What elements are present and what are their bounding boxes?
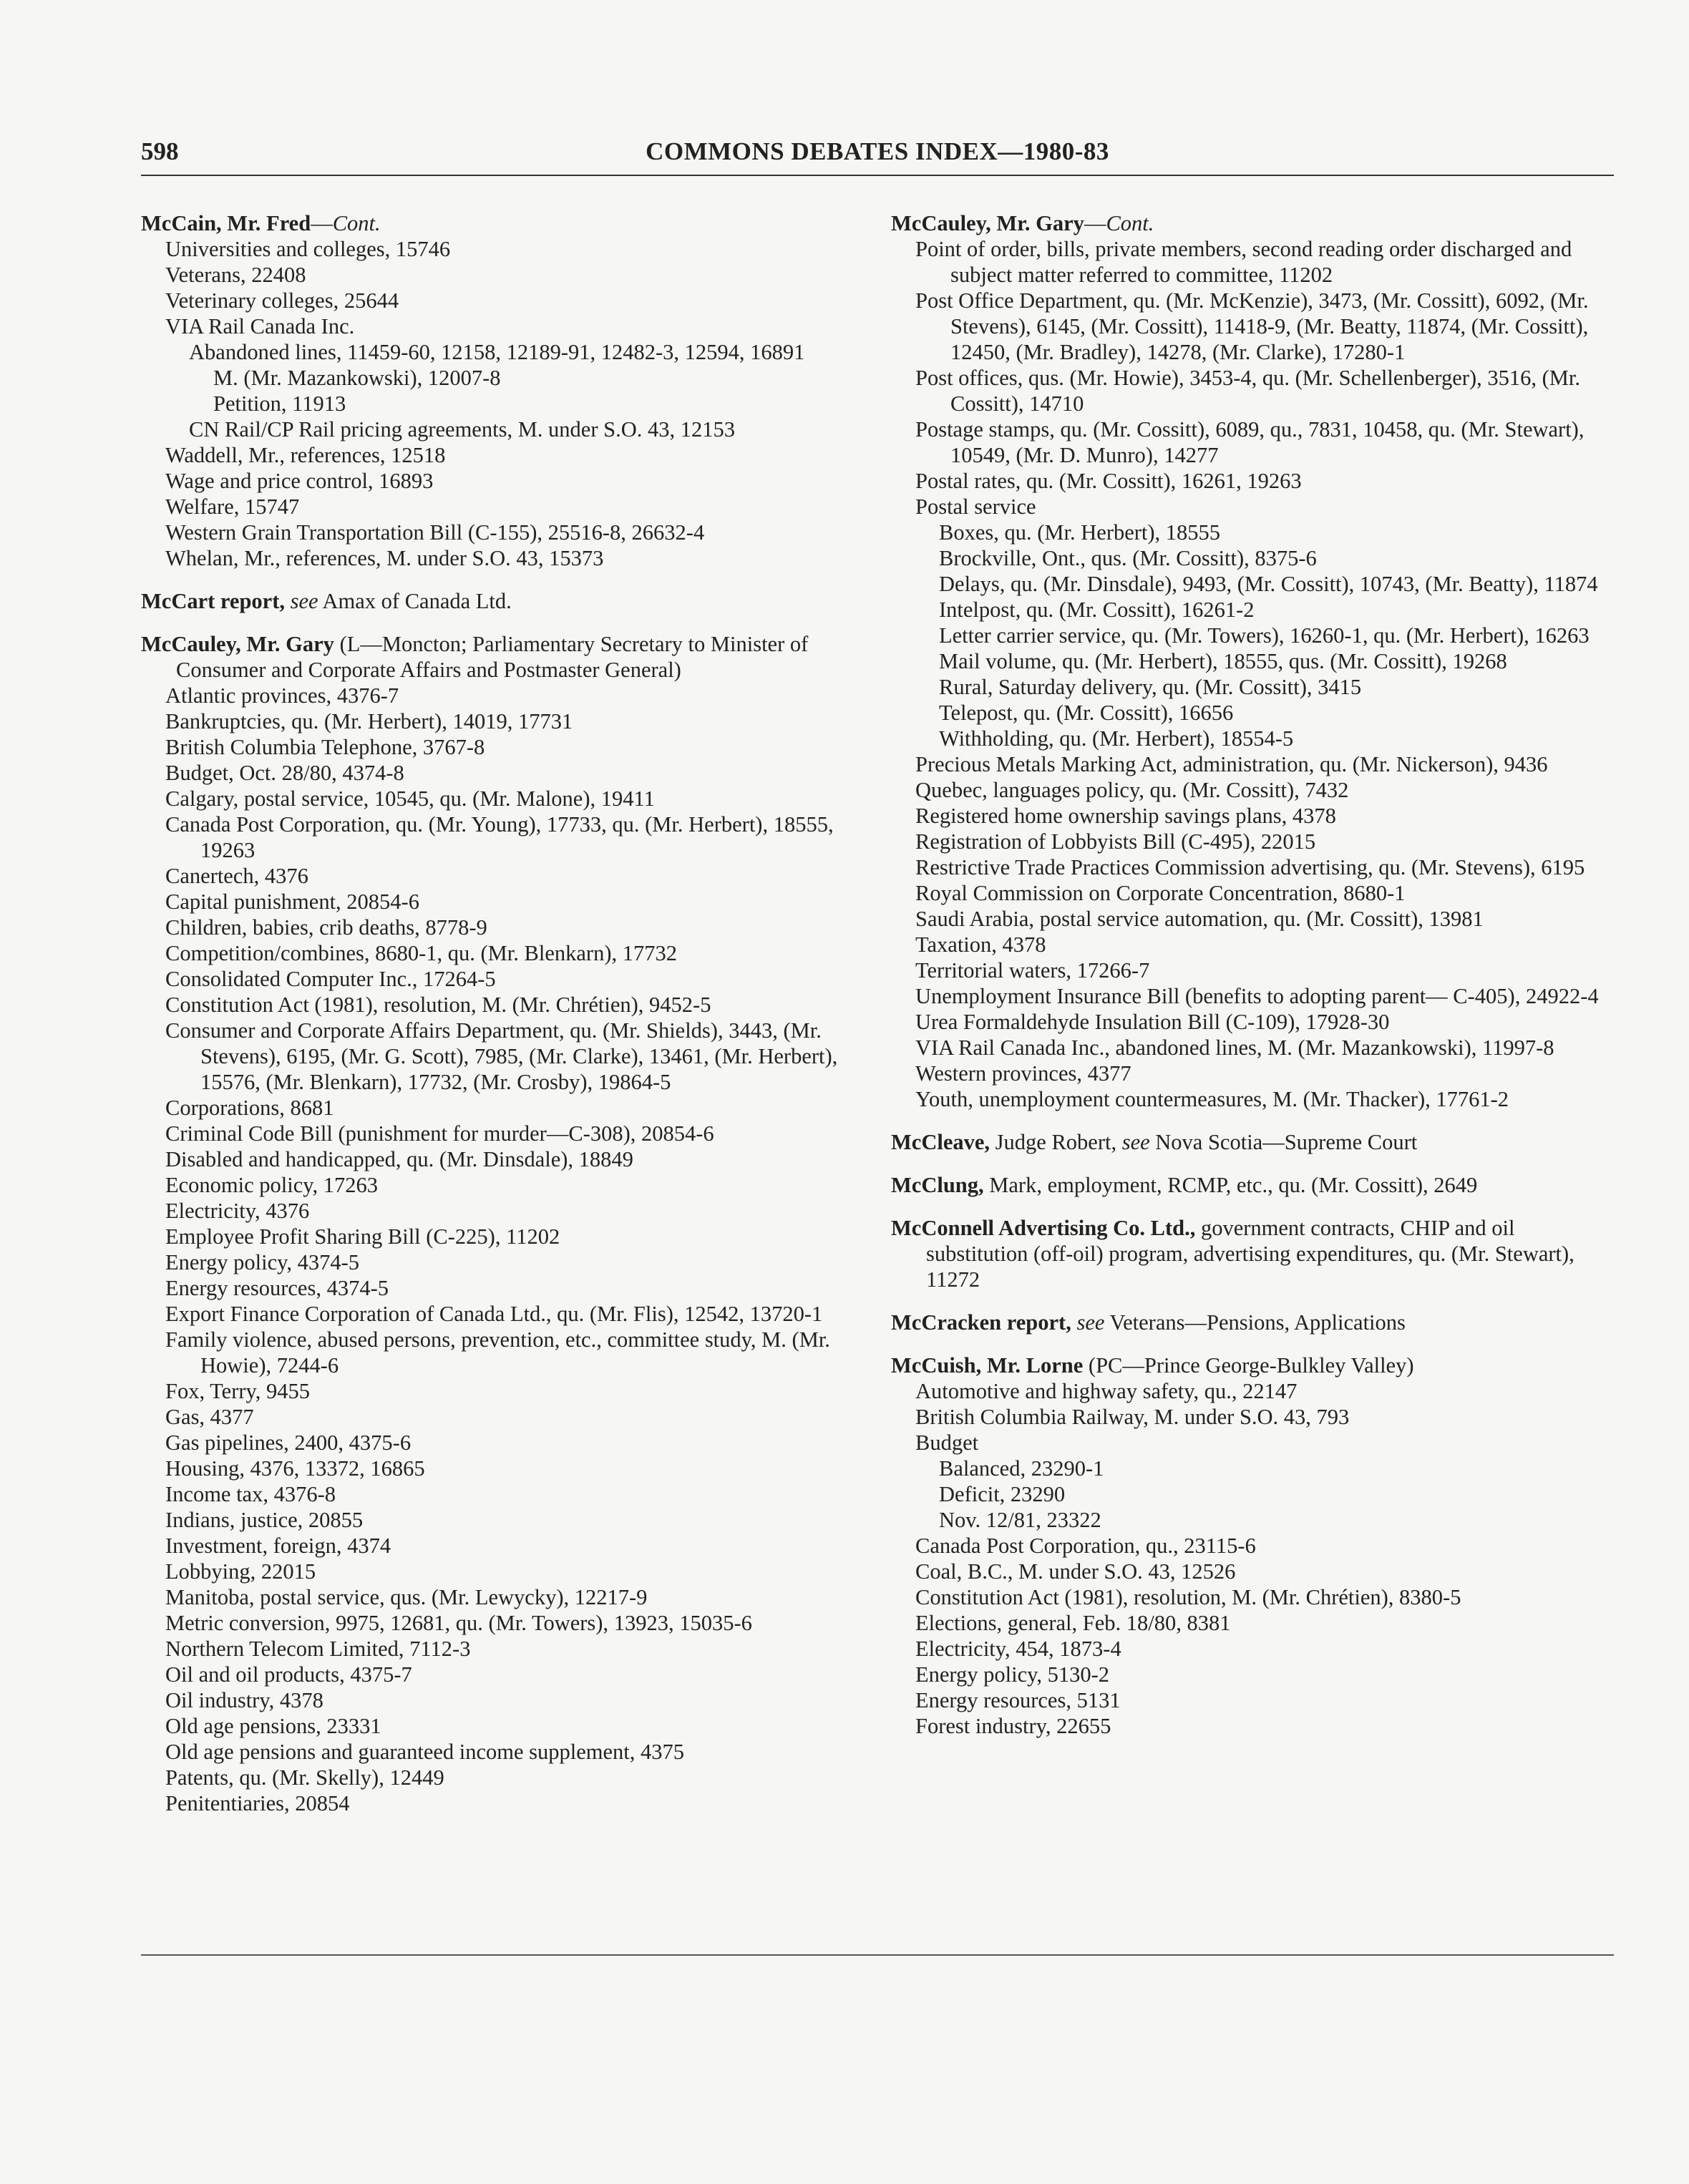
- subentry: Old age pensions and guaranteed income supplement, 4375: [165, 1740, 685, 1764]
- subentry: Budget, Oct. 28/80, 4374-8: [165, 761, 404, 785]
- subentry: Telepost, qu. (Mr. Cossitt), 16656: [939, 701, 1234, 725]
- subentry: Canada Post Corporation, qu., 23115-6: [915, 1534, 1256, 1558]
- subentry: Precious Metals Marking Act, administration, qu. (Mr. Nickerson), 9436: [915, 752, 1548, 776]
- subentry: Patents, qu. (Mr. Skelly), 12449: [165, 1765, 444, 1790]
- entry-qualifier: —: [311, 211, 333, 235]
- entry-name: McCuish, Mr. Lorne: [891, 1353, 1084, 1378]
- subentry: Forest industry, 22655: [915, 1714, 1111, 1738]
- subentry: Budget: [915, 1430, 979, 1455]
- subentry: Welfare, 15747: [165, 494, 300, 519]
- subentry: Automotive and highway safety, qu., 22147: [915, 1379, 1298, 1403]
- subentry: Lobbying, 22015: [165, 1559, 316, 1584]
- subentry: Old age pensions, 23331: [165, 1714, 381, 1738]
- subentry: Disabled and handicapped, qu. (Mr. Dinsdale), 18849: [165, 1147, 633, 1171]
- entry-name: McConnell Advertising Co. Ltd.,: [891, 1216, 1196, 1240]
- subentry: Restrictive Trade Practices Commission advertising, qu. (Mr. Stevens), 6195: [915, 855, 1585, 879]
- subentry: Brockville, Ont., qus. (Mr. Cossitt), 8375-6: [939, 546, 1317, 570]
- subentry: Taxation, 4378: [915, 932, 1046, 957]
- subentry: Export Finance Corporation of Canada Ltd., qu. (Mr. Flis), 12542, 13720-1: [165, 1302, 823, 1326]
- entry-name: McCart report,: [141, 589, 285, 613]
- subentry: Post Office Department, qu. (Mr. McKenzie), 3473, (Mr. Cossitt), 6092, (Mr. Stevens), 6145, (Mr. Cossitt), 11418-9, (Mr. Beatty, 11874, (Mr. Cossitt), 12450, (Mr. Bradley), 14278, (Mr. Clarke), 17280-1: [915, 288, 1589, 364]
- subentry: Manitoba, postal service, qus. (Mr. Lewycky), 12217-9: [165, 1585, 648, 1609]
- subentry: Balanced, 23290-1: [939, 1456, 1104, 1481]
- page-number: 598: [141, 137, 179, 165]
- subentry: Postage stamps, qu. (Mr. Cossitt), 6089, qu., 7831, 10458, qu. (Mr. Stewart), 10549, (Mr. D. Munro), 14277: [915, 417, 1585, 467]
- entry-italic: see: [290, 589, 318, 613]
- subentry: Waddell, Mr., references, 12518: [165, 443, 446, 467]
- entry-qualifier: government contracts, CHIP and oil substitution (off-oil) program, advertising expenditures, qu. (Mr. Stewart), 11272: [926, 1216, 1574, 1292]
- subentry: Withholding, qu. (Mr. Herbert), 18554-5: [939, 726, 1294, 751]
- entry-name: McCauley, Mr. Gary: [891, 211, 1084, 235]
- entry-heading: [891, 1352, 1607, 1378]
- running-title: COMMONS DEBATES INDEX—1980-83: [646, 137, 1109, 165]
- subentry: Veterinary colleges, 25644: [165, 288, 399, 313]
- subentry: VIA Rail Canada Inc.: [165, 314, 355, 338]
- subentry: Postal rates, qu. (Mr. Cossitt), 16261, 19263: [915, 469, 1302, 493]
- entry-heading: [891, 1172, 1607, 1198]
- subentry: Point of order, bills, private members, second reading order discharged and subject matter referred to committee, 11202: [915, 237, 1572, 287]
- subentry: Universities and colleges, 15746: [165, 237, 451, 261]
- right-column: [891, 210, 1607, 1756]
- left-column: [141, 210, 857, 1833]
- subentry: Postal service: [915, 494, 1036, 519]
- subentry: Coal, B.C., M. under S.O. 43, 12526: [915, 1559, 1236, 1584]
- page-header: [141, 135, 1614, 176]
- subentry: Family violence, abused persons, prevention, etc., committee study, M. (Mr. Howie), 7244-6: [165, 1327, 830, 1378]
- subentry: Canada Post Corporation, qu. (Mr. Young), 17733, qu. (Mr. Herbert), 18555, 19263: [165, 812, 834, 862]
- subentry: Electricity, 454, 1873-4: [915, 1637, 1121, 1661]
- subentry: Investment, foreign, 4374: [165, 1534, 391, 1558]
- footer-rule: [141, 1954, 1614, 1956]
- entry-italic: see: [1076, 1310, 1105, 1335]
- subentry: Territorial waters, 17266-7: [915, 958, 1150, 983]
- subentry: Bankruptcies, qu. (Mr. Herbert), 14019, 17731: [165, 709, 573, 733]
- entry-italic: Cont.: [1106, 211, 1154, 235]
- subentry: Fox, Terry, 9455: [165, 1379, 311, 1403]
- subentry: Economic policy, 17263: [165, 1173, 379, 1197]
- subentry: Energy policy, 5130-2: [915, 1662, 1110, 1687]
- entry-qualifier: —: [1084, 211, 1106, 235]
- subentry: Penitentiaries, 20854: [165, 1791, 350, 1815]
- subentry: Rural, Saturday delivery, qu. (Mr. Cossitt), 3415: [939, 675, 1362, 699]
- subentry: Letter carrier service, qu. (Mr. Towers), 16260-1, qu. (Mr. Herbert), 16263: [939, 623, 1590, 648]
- subentry: Consolidated Computer Inc., 17264-5: [165, 967, 496, 991]
- entry-name: McCleave,: [891, 1130, 990, 1154]
- entry-heading: [891, 1310, 1607, 1335]
- subentry: Consumer and Corporate Affairs Department, qu. (Mr. Shields), 3443, (Mr. Stevens), 6195, (Mr. G. Scott), 7985, (Mr. Clarke), 13461, (Mr. Herbert), 15576, (Mr. Blenkarn), 17732, (Mr. Crosby), 19864-5: [165, 1018, 838, 1094]
- subentry: Electricity, 4376: [165, 1199, 310, 1223]
- subentry: Capital punishment, 20854-6: [165, 889, 419, 914]
- entry-italic: Cont.: [332, 211, 381, 235]
- subentry: Energy resources, 5131: [915, 1688, 1121, 1712]
- subentry: Mail volume, qu. (Mr. Herbert), 18555, qus. (Mr. Cossitt), 19268: [939, 649, 1507, 673]
- subentry: Northern Telecom Limited, 7112-3: [165, 1637, 471, 1661]
- entry-name: McCracken report,: [891, 1310, 1071, 1335]
- subentry: Calgary, postal service, 10545, qu. (Mr. Malone), 19411: [165, 786, 655, 811]
- subentry: Housing, 4376, 13372, 16865: [165, 1456, 425, 1481]
- subentry: Oil industry, 4378: [165, 1688, 323, 1712]
- subentry: Delays, qu. (Mr. Dinsdale), 9493, (Mr. Cossitt), 10743, (Mr. Beatty), 11874: [939, 572, 1598, 596]
- subentry: Wage and price control, 16893: [165, 469, 434, 493]
- subentry: Veterans, 22408: [165, 263, 306, 287]
- subentry: Energy policy, 4374-5: [165, 1250, 360, 1274]
- entry-heading: [141, 210, 857, 236]
- subentry: Children, babies, crib deaths, 8778-9: [165, 915, 487, 940]
- subentry: British Columbia Railway, M. under S.O. 43, 793: [915, 1405, 1350, 1429]
- subentry: Constitution Act (1981), resolution, M. (Mr. Chrétien), 8380-5: [915, 1585, 1461, 1609]
- subentry: Deficit, 23290: [939, 1482, 1066, 1506]
- entry-qualifier: (PC—Prince George-Bulkley Valley): [1083, 1353, 1414, 1378]
- entry-heading: [141, 588, 857, 614]
- subentry: Canertech, 4376: [165, 864, 308, 888]
- subentry: Competition/combines, 8680-1, qu. (Mr. Blenkarn), 17732: [165, 941, 677, 965]
- entry-heading: [891, 1129, 1607, 1155]
- subentry: Registration of Lobbyists Bill (C-495), 22015: [915, 829, 1316, 854]
- index-entry: [141, 631, 857, 1816]
- entry-italic: see: [1121, 1130, 1150, 1154]
- subentry: Gas, 4377: [165, 1405, 254, 1429]
- subentry: CN Rail/CP Rail pricing agreements, M. under S.O. 43, 12153: [189, 417, 735, 442]
- index-entry: [141, 588, 857, 614]
- subentry: Western Grain Transportation Bill (C-155), 25516-8, 26632-4: [165, 520, 705, 545]
- subentry: Gas pipelines, 2400, 4375-6: [165, 1430, 412, 1455]
- entry-heading: [141, 631, 857, 683]
- entry-reference: Nova Scotia—Supreme Court: [1149, 1130, 1418, 1154]
- subentry: Indians, justice, 20855: [165, 1508, 364, 1532]
- subentry: Royal Commission on Corporate Concentration, 8680-1: [915, 881, 1406, 905]
- subentry: Income tax, 4376-8: [165, 1482, 336, 1506]
- subentry: Constitution Act (1981), resolution, M. (Mr. Chrétien), 9452-5: [165, 993, 711, 1017]
- subentry: Unemployment Insurance Bill (benefits to adopting parent— C-405), 24922-4: [915, 984, 1599, 1008]
- subentry: M. (Mr. Mazankowski), 12007-8: [213, 366, 501, 390]
- index-entry: [891, 210, 1607, 1112]
- entry-qualifier: [285, 589, 291, 613]
- entry-reference: Amax of Canada Ltd.: [318, 589, 512, 613]
- subentry: VIA Rail Canada Inc., abandoned lines, M. (Mr. Mazankowski), 11997-8: [915, 1035, 1554, 1060]
- index-entry: [891, 1215, 1607, 1292]
- entry-name: McClung,: [891, 1173, 984, 1197]
- entry-qualifier: Judge Robert,: [990, 1130, 1122, 1154]
- subentry: Urea Formaldehyde Insulation Bill (C-109), 17928-30: [915, 1010, 1390, 1034]
- entry-heading: [891, 1215, 1607, 1292]
- subentry: Saudi Arabia, postal service automation, qu. (Mr. Cossitt), 13981: [915, 907, 1484, 931]
- subentry: British Columbia Telephone, 3767-8: [165, 735, 485, 759]
- subentry: Whelan, Mr., references, M. under S.O. 43, 15373: [165, 546, 604, 570]
- index-entry: [141, 210, 857, 571]
- subentry: Oil and oil products, 4375-7: [165, 1662, 412, 1687]
- entry-name: McCauley, Mr. Gary: [141, 632, 334, 656]
- subentry: Youth, unemployment countermeasures, M. (Mr. Thacker), 17761-2: [915, 1087, 1509, 1111]
- subentry: Boxes, qu. (Mr. Herbert), 18555: [939, 520, 1221, 545]
- subentry: Intelpost, qu. (Mr. Cossitt), 16261-2: [939, 598, 1255, 622]
- subentry: Nov. 12/81, 23322: [939, 1508, 1101, 1532]
- subentry: Petition, 11913: [213, 391, 346, 416]
- entry-qualifier: (L—Moncton; Parliamentary Secretary to Minister of Consumer and Corporate Affairs and Postmaster General): [176, 632, 809, 682]
- subentry: Energy resources, 4374-5: [165, 1276, 389, 1300]
- index-entry: [891, 1172, 1607, 1198]
- subentry: Post offices, qus. (Mr. Howie), 3453-4, qu. (Mr. Schellenberger), 3516, (Mr. Cossitt), 14710: [915, 366, 1580, 416]
- subentry: Criminal Code Bill (punishment for murder—C-308), 20854-6: [165, 1121, 714, 1146]
- subentry: Corporations, 8681: [165, 1096, 334, 1120]
- subentry: Registered home ownership savings plans, 4378: [915, 804, 1336, 828]
- subentry: Employee Profit Sharing Bill (C-225), 11202: [165, 1224, 560, 1249]
- subentry: Western provinces, 4377: [915, 1061, 1131, 1086]
- entry-name: McCain, Mr. Fred: [141, 211, 311, 235]
- index-entry: [891, 1129, 1607, 1155]
- subentry: Metric conversion, 9975, 12681, qu. (Mr. Towers), 13923, 15035-6: [165, 1611, 752, 1635]
- entry-heading: [891, 210, 1607, 236]
- entry-qualifier: Mark, employment, RCMP, etc., qu. (Mr. Cossitt), 2649: [983, 1173, 1478, 1197]
- subentry: Elections, general, Feb. 18/80, 8381: [915, 1611, 1231, 1635]
- index-entry: [891, 1310, 1607, 1335]
- index-entry: [891, 1352, 1607, 1739]
- subentry: Abandoned lines, 11459-60, 12158, 12189-91, 12482-3, 12594, 16891: [189, 340, 805, 364]
- subentry: Atlantic provinces, 4376-7: [165, 683, 399, 708]
- entry-reference: Veterans—Pensions, Applications: [1104, 1310, 1406, 1335]
- subentry: Quebec, languages policy, qu. (Mr. Cossitt), 7432: [915, 778, 1349, 802]
